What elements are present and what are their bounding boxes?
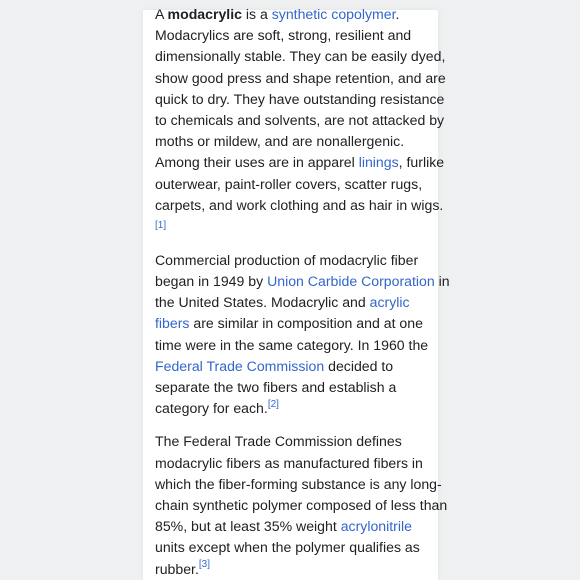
p3-line-7: rubber.[3] <box>155 558 211 577</box>
citation-2[interactable]: [2] <box>267 398 279 410</box>
p1-line-3: dimensionally stable. They can be easily dyed, <box>155 48 446 65</box>
citation-1[interactable]: [1] <box>155 219 167 231</box>
p1-line-10: carpets, and work clothing and as hair in wigs. <box>155 196 444 213</box>
p3-line-2: modacrylic fibers as manufactured fibers in <box>155 454 423 471</box>
p1-line-4: show good press and shape retention, and are <box>155 69 446 86</box>
p1-ref-line <box>155 216 431 233</box>
link-linings[interactable]: linings <box>358 154 399 171</box>
p3-line-1: The Federal Trade Commission defines <box>155 433 402 450</box>
p1-line-7: moths or mildew, and are nonallergenic. <box>155 133 405 150</box>
p1-line-8: Among their uses are in apparel linings, furlike <box>155 154 445 171</box>
p3-line-5: 85%, but at least 35% weight acrylonitrile <box>155 518 412 535</box>
article-body <box>155 4 450 580</box>
p3-line-4: chain synthetic polymer composed of less than <box>155 496 448 513</box>
link-federal-trade-commission[interactable]: Federal Trade Commission <box>155 357 325 374</box>
p2-line-5: time were in the same category. In 1960 the <box>155 336 429 353</box>
p2-line-8: category for each.[2] <box>155 398 279 417</box>
link-acrylic-fibers-cont[interactable]: fibers <box>155 315 190 332</box>
p1-line-6: to chemicals and solvents, are not attacked by <box>155 111 445 128</box>
link-union-carbide-corporation[interactable]: Union Carbide Corporation <box>267 273 435 290</box>
paragraph-spacer <box>155 419 431 431</box>
citation-3[interactable]: [3] <box>198 558 211 570</box>
p2-line-6: Federal Trade Commission decided to <box>155 357 394 374</box>
p1-line-9: outerwear, paint-roller covers, scatter rugs, <box>155 175 423 192</box>
p1-line-2: Modacrylics are soft, strong, resilient and <box>155 27 412 44</box>
link-synthetic-copolymer[interactable]: synthetic copolymer <box>271 6 396 22</box>
p2-line-2: began in 1949 by Union Carbide Corporation in <box>155 273 450 290</box>
p3-line-6: units except when the polymer qualifies as <box>155 539 420 556</box>
paragraph-3 <box>155 431 448 579</box>
p1-line-5: quick to dry. They have outstanding resistance <box>155 90 445 107</box>
paragraph-spacer <box>155 233 431 250</box>
term-modacrylic: modacrylic <box>167 6 242 22</box>
p2-line-3: the United States. Modacrylic and acrylic <box>155 294 410 311</box>
paragraph-1 <box>155 4 446 233</box>
article-page <box>143 6 450 580</box>
link-acrylic-fibers[interactable]: acrylic <box>369 294 410 311</box>
p2-line-7: separate the two fibers and establish a <box>155 379 397 395</box>
p2-line-4: fibers are similar in composition and at one <box>155 315 423 332</box>
paragraph-2 <box>155 250 450 420</box>
link-acrylonitrile[interactable]: acrylonitrile <box>340 518 412 535</box>
p3-line-3: which the fiber-forming substance is any long- <box>155 475 442 492</box>
p1-line-1: A modacrylic is a synthetic copolymer. <box>155 6 400 22</box>
p2-line-1: Commercial production of modacrylic fiber <box>155 251 419 268</box>
